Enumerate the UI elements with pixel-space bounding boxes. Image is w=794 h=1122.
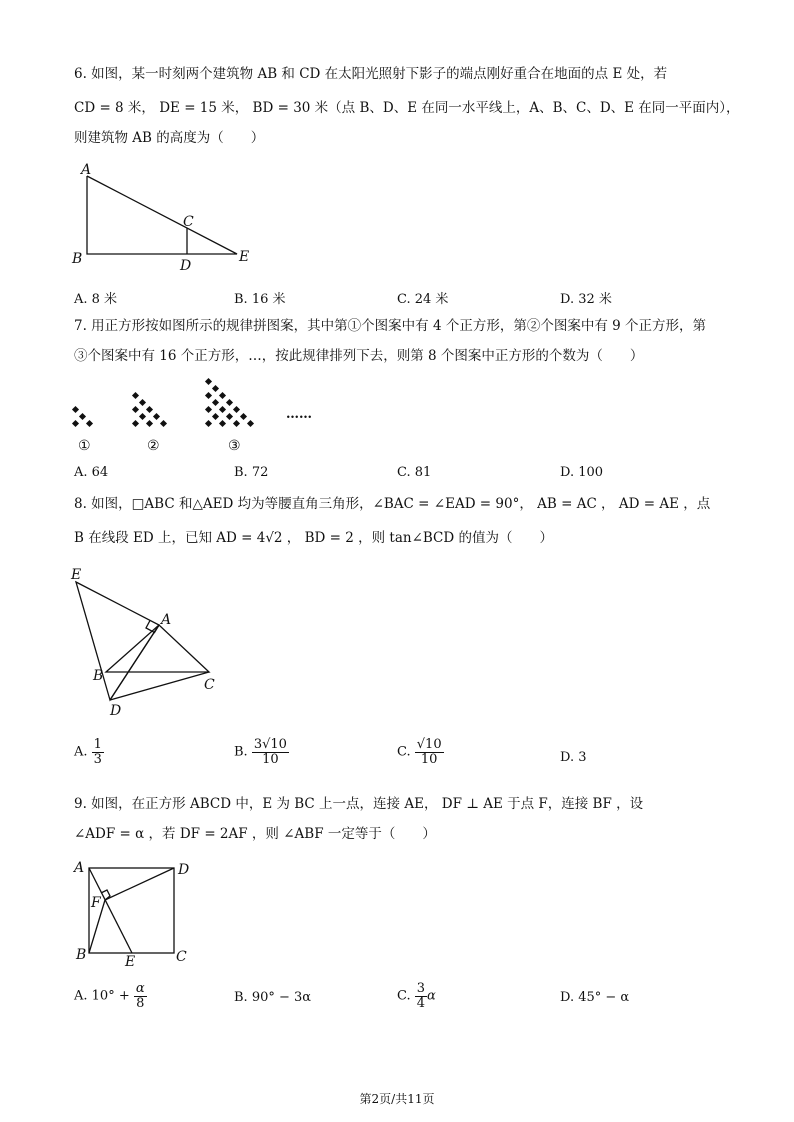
q8-label-e: E	[71, 567, 82, 583]
q6-line1: 6. 如图，某一时刻两个建筑物 AB 和 CD 在太阳光照射下影子的端点刚好重合在地面的点 E 处，若	[74, 66, 668, 82]
q9-label-a: A	[74, 860, 85, 876]
q8-line1: 8. 如图，□ABC 和△AED 均为等腰直角三角形，∠BAC = ∠EAD = 90°， AB = AC ， AD = AE ，点	[74, 496, 711, 512]
q7-option-a: A. 64	[74, 465, 109, 480]
q9-segment-df	[105, 868, 174, 900]
q7-pattern-2	[132, 392, 167, 427]
q6-label-b: B	[72, 251, 83, 267]
q8-option-d: D. 3	[560, 750, 587, 765]
q7-pattern-3	[205, 378, 254, 427]
q6-label-e: E	[239, 249, 250, 265]
q6-option-d: D. 32 米	[560, 292, 612, 307]
q6-line3: 则建筑物 AB 的高度为（ ）	[74, 130, 265, 146]
q6-label-a: A	[81, 162, 92, 178]
q7-pattern-1	[72, 406, 93, 427]
q7-label-1: ①	[78, 438, 91, 454]
q7-label-3: ③	[228, 438, 241, 454]
q8-label-b: B	[93, 668, 104, 684]
q6-option-b: B. 16 米	[234, 292, 286, 307]
q7-option-b: B. 72	[234, 465, 269, 480]
q9-line1: 9. 如图，在正方形 ABCD 中，E 为 BC 上一点，连接 AE， DF ⊥ AE 于点 F，连接 BF ，设	[74, 796, 644, 812]
q6-line2: CD = 8 米， DE = 15 米， BD = 30 米（点 B、D、E 在同一水平线上，A、B、C、D、E 在同一平面内），	[74, 100, 740, 116]
q8-option-a: A. $\frac{1}{3}$	[74, 737, 102, 767]
q7-line1: 7. 用正方形按如图所示的规律拼图案，其中第①个图案中有 4 个正方形，第②个图案中有 9 个正方形，第	[74, 318, 707, 334]
q7-option-d: D. 100	[560, 465, 604, 480]
q9-option-b: B. 90° − 3α	[234, 990, 312, 1005]
q8-figure	[62, 562, 232, 722]
q7-ellipsis: ……	[286, 407, 312, 422]
q9-option-a: A. 10° + $\frac{\alpha}{8}$	[74, 981, 145, 1011]
q8-line2: B 在线段 ED 上，已知 AD = 4√2 ， BD = 2 ，则 tan∠BCD 的值为（ ）	[74, 530, 553, 546]
q8-label-d: D	[110, 703, 122, 719]
q9-label-d: D	[178, 862, 190, 878]
q7-label-2: ②	[147, 438, 160, 454]
q8-triangle-abc	[106, 625, 209, 672]
page-footer: 第2页/共11页	[359, 1092, 435, 1106]
q6-figure	[60, 158, 280, 278]
q6-label-c: C	[183, 214, 194, 230]
q8-label-c: C	[204, 677, 215, 693]
q9-line2: ∠ADF = α ，若 DF = 2AF ，则 ∠ABF 一定等于（ ）	[74, 826, 436, 842]
q8-option-c: C. $\frac{√10}{10}$	[397, 737, 442, 767]
q9-label-e: E	[125, 954, 136, 970]
q8-option-b: B. $\frac{3√10}{10}$	[234, 737, 287, 767]
q9-label-f: F	[91, 895, 101, 911]
q9-figure	[66, 856, 206, 971]
q9-option-c: C. $\frac{3}{4}$ α	[397, 981, 436, 1011]
q8-label-a: A	[161, 612, 172, 628]
q9-label-b: B	[76, 947, 87, 963]
q7-figure	[66, 372, 326, 434]
q6-option-a: A. 8 米	[74, 292, 118, 307]
q7-line2: ③个图案中有 16 个正方形，…，按此规律排列下去，则第 8 个图案中正方形的个数为（ ）	[74, 348, 644, 364]
q9-option-d: D. 45° − α	[560, 990, 630, 1005]
q8-triangle-aed	[76, 582, 159, 700]
q7-option-c: C. 81	[397, 465, 432, 480]
q6-option-c: C. 24 米	[397, 292, 449, 307]
q6-label-d: D	[180, 258, 192, 274]
q9-label-c: C	[176, 949, 187, 965]
q6-triangle-abe	[87, 176, 237, 254]
